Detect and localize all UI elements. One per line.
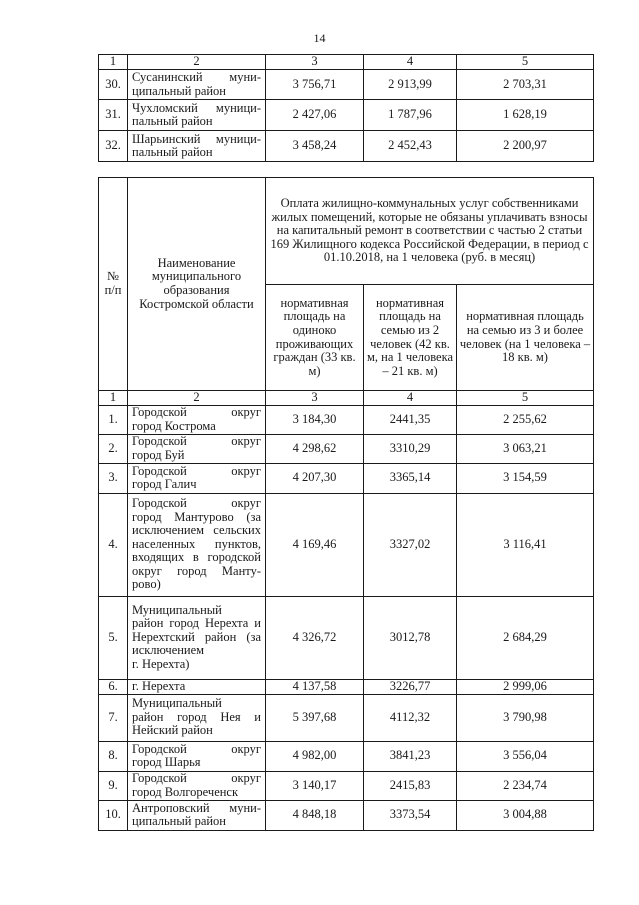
page-number: 14: [313, 31, 326, 45]
table-row: [99, 70, 594, 100]
main-table: [98, 177, 594, 831]
municipality-name: [128, 463, 266, 493]
name-line: ципальный район: [132, 814, 226, 828]
two-person-value: 3327,02: [364, 493, 457, 596]
name-line: Городской округ: [132, 405, 261, 419]
two-person-value: 2 913,99: [364, 70, 457, 100]
name-line: район город Нея и: [132, 709, 261, 724]
three-plus-value: 2 999,06: [457, 679, 594, 694]
three-plus-value: 3 004,88: [457, 800, 594, 830]
row-number: 3.: [99, 463, 128, 493]
column-numbers-row: [99, 391, 594, 406]
table-row: [99, 434, 594, 463]
name-line: г. Нерехта: [132, 678, 186, 693]
payment-group-header: Оплата жилищно-коммунальных услуг собственниками жилых помещений, которые не обязаны уплачивать взносы на капитальный ремонт в соответствии с частью 2 статьи 169 Жилищного кодекса Российской Федерации, в период с 01.10.2018, на 1 человека (руб. в месяц): [266, 178, 594, 285]
top-table: [98, 54, 594, 162]
name-line: Городской округ: [132, 434, 261, 448]
two-person-value: 4112,32: [364, 694, 457, 741]
single-value: 5 397,68: [266, 694, 364, 741]
table-row: [99, 694, 594, 741]
three-plus-value: 3 556,04: [457, 741, 594, 771]
name-line: исключением сельских: [132, 523, 261, 538]
single-resident-header: нормативная площадь на одиноко проживающих граждан (33 кв. м): [266, 285, 364, 391]
three-plus-value: 2 200,97: [457, 131, 594, 162]
municipality-name: [128, 493, 266, 596]
single-value: 4 982,00: [266, 741, 364, 771]
name-line: ципальный район: [132, 83, 226, 98]
table-row: [99, 131, 594, 162]
row-number: 30.: [99, 70, 128, 100]
table-row: [99, 679, 594, 694]
header-row: [99, 178, 594, 285]
two-person-family-header: нормативная площадь на семью из 2 человек (42 кв. м, на 1 человека – 21 кв. м): [364, 285, 457, 391]
municipality-name: [128, 405, 266, 434]
row-number: 4.: [99, 493, 128, 596]
two-person-value: 1 787,96: [364, 100, 457, 131]
row-number: 7.: [99, 694, 128, 741]
name-line: Сусанинский муни-: [132, 70, 261, 84]
three-plus-value: 2 703,31: [457, 70, 594, 100]
two-person-value: 3310,29: [364, 434, 457, 463]
main-table-body: [99, 405, 594, 830]
name-line: город Мантурово (за: [132, 509, 261, 524]
table-row: [99, 741, 594, 771]
top-table-body: [99, 70, 594, 162]
municipality-name: [128, 741, 266, 771]
two-person-value: 2415,83: [364, 771, 457, 800]
three-plus-value: 2 255,62: [457, 405, 594, 434]
row-number: 1.: [99, 405, 128, 434]
single-value: 3 458,24: [266, 131, 364, 162]
two-person-value: 3373,54: [364, 800, 457, 830]
name-line: пальный район: [132, 114, 213, 128]
name-line: район город Нерехта и: [132, 616, 261, 631]
row-number: 2.: [99, 434, 128, 463]
row-number: 8.: [99, 741, 128, 771]
name-line: Нерехтский район (за: [132, 629, 261, 644]
single-value: 2 427,06: [266, 100, 364, 131]
two-person-value: 3012,78: [364, 596, 457, 679]
row-number: 6.: [99, 679, 128, 694]
name-line: Чухломский муници-: [132, 100, 261, 115]
single-value: 4 326,72: [266, 596, 364, 679]
single-value: 4 169,46: [266, 493, 364, 596]
table-row: [99, 771, 594, 800]
table-row: [99, 405, 594, 434]
table-row: [99, 800, 594, 830]
table-row: [99, 493, 594, 596]
col-number: 1: [99, 55, 128, 70]
municipality-name: [128, 800, 266, 830]
name-line: Городской округ: [132, 771, 261, 785]
three-plus-value: 2 684,29: [457, 596, 594, 679]
col-number: 5: [457, 55, 594, 70]
row-number: 9.: [99, 771, 128, 800]
three-plus-value: 3 790,98: [457, 694, 594, 741]
municipality-name: [128, 596, 266, 679]
column-numbers-row: [99, 55, 594, 70]
name-line: Городской округ: [132, 496, 261, 511]
three-plus-family-header: нормативная площадь на семью из 3 и более человек (на 1 человека – 18 кв. м): [457, 285, 594, 391]
two-person-value: 2 452,43: [364, 131, 457, 162]
municipality-name: [128, 70, 266, 100]
name-line: округ город Манту-: [132, 563, 261, 578]
table-row: [99, 100, 594, 131]
row-number: 32.: [99, 131, 128, 162]
col-number: 3: [266, 55, 364, 70]
single-value: 4 207,30: [266, 463, 364, 493]
single-value: 4 848,18: [266, 800, 364, 830]
municipality-name: [128, 694, 266, 741]
col-number: 2: [128, 391, 266, 406]
three-plus-value: 3 063,21: [457, 434, 594, 463]
two-person-value: 2441,35: [364, 405, 457, 434]
col-number: 5: [457, 391, 594, 406]
two-person-value: 3841,23: [364, 741, 457, 771]
col-number: 1: [99, 391, 128, 406]
row-number: 31.: [99, 100, 128, 131]
col-number: 4: [364, 55, 457, 70]
name-line: Антроповский муни-: [132, 800, 261, 815]
name-line: Муниципальный: [132, 602, 222, 617]
table-row: [99, 463, 594, 493]
name-line: входящих в городской: [132, 550, 261, 565]
three-plus-value: 2 234,74: [457, 771, 594, 800]
two-person-value: 3365,14: [364, 463, 457, 493]
three-plus-value: 3 154,59: [457, 463, 594, 493]
name-line: Городской округ: [132, 741, 261, 756]
single-value: 4 137,58: [266, 679, 364, 694]
name-line: город Галич: [132, 477, 197, 491]
single-value: 3 140,17: [266, 771, 364, 800]
name-line: город Волгореченск: [132, 784, 239, 799]
name-line: исключением: [132, 643, 205, 658]
municipality-name: [128, 131, 266, 162]
municipality-name: [128, 679, 266, 694]
row-number: 5.: [99, 596, 128, 679]
num-column-header: № п/п: [99, 178, 128, 391]
single-value: 4 298,62: [266, 434, 364, 463]
col-number: 2: [128, 55, 266, 70]
name-line: Городской округ: [132, 463, 261, 478]
name-line: населенных пунктов,: [132, 536, 261, 551]
name-line: город Шарья: [132, 755, 201, 769]
col-number: 3: [266, 391, 364, 406]
name-line: Шарьинский муници-: [132, 131, 261, 146]
single-value: 3 184,30: [266, 405, 364, 434]
single-value: 3 756,71: [266, 70, 364, 100]
three-plus-value: 1 628,19: [457, 100, 594, 131]
three-plus-value: 3 116,41: [457, 493, 594, 596]
name-line: г. Нерехта): [132, 656, 190, 671]
name-line: рово): [132, 577, 161, 592]
name-line: пальный район: [132, 145, 213, 159]
name-column-header: Наименование муниципального образования Костромской области: [128, 178, 266, 391]
row-number: 10.: [99, 800, 128, 830]
name-line: город Буй: [132, 447, 185, 462]
col-number: 4: [364, 391, 457, 406]
name-line: Муниципальный: [132, 696, 222, 711]
municipality-name: [128, 771, 266, 800]
name-line: Нейский район: [132, 723, 213, 738]
name-line: город Кострома: [132, 418, 216, 433]
two-person-value: 3226,77: [364, 679, 457, 694]
table-row: [99, 596, 594, 679]
municipality-name: [128, 434, 266, 463]
municipality-name: [128, 100, 266, 131]
